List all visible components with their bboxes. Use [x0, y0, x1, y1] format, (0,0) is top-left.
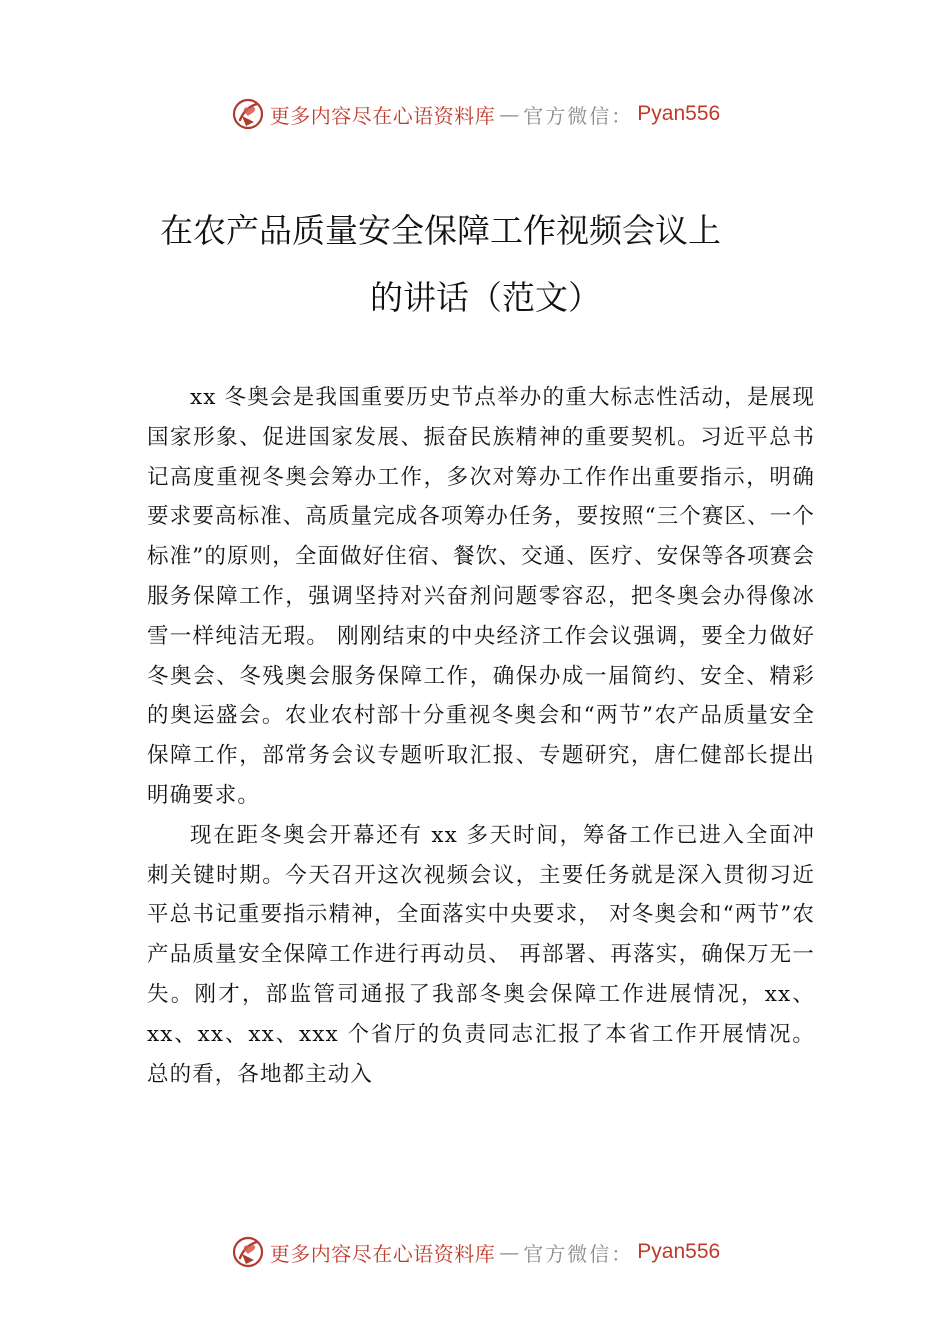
banner-site-text: 更多内容尽在心语资料库	[269, 103, 496, 128]
body-paragraph: xx 冬奥会是我国重要历史节点举办的重大标志性活动，是展现国家形象、促进国家发展、振奋民族精神的重要契机。习近平总书记高度重视冬奥会筹办工作，多次对筹办工作作出重要指示，明确要求要高标准、高质量完成各项筹办任务，要按照“三个赛区、一个标准”的原则，全面做好住宿、餐饮、交通、医疗、安保等各项赛会服务保障工作，强调坚持对兴奋剂问题零容忍，把冬奥会办得像冰雪一样纯洁无瑕。 刚刚结束的中央经济工作会议强调，要全力做好冬奥会、冬残奥会服务保障工作，确保办成一届简约、安全、精彩的奥运盛会。农业农村部十分重视冬奥会和“两节”农产品质量安全保障工作，部常务会议专题听取汇报、专题研究，唐仁健部长提出明确要求。	[147, 385, 815, 808]
banner-wechat-id: Pyan556	[637, 1240, 721, 1263]
banner-separator: —	[499, 102, 520, 126]
banner-site-text: 更多内容尽在心语资料库	[269, 1241, 496, 1266]
header-banner	[0, 94, 950, 134]
banner-content	[230, 1234, 720, 1270]
pen-heart-logo-icon	[230, 96, 266, 132]
document-body	[147, 378, 815, 1094]
pen-heart-logo-icon	[230, 1234, 266, 1270]
banner-wechat-id: Pyan556	[637, 102, 721, 125]
document-title-line-1: 在农产品质量安全保障工作视频会议上	[160, 211, 721, 250]
banner-separator: —	[499, 1240, 520, 1264]
banner-wechat-label: 官方微信：	[523, 103, 634, 128]
document-title-line-2: 的讲话（范文）	[370, 278, 601, 317]
body-paragraph: 现在距冬奥会开幕还有 xx 多天时间，筹备工作已进入全面冲刺关键时期。今天召开这次视频会议，主要任务就是深入贯彻习近平总书记重要指示精神，全面落实中央要求， 对冬奥会和“两节”农产品质量安全保障工作进行再动员、 再部署、再落实，确保万无一失。刚才，部监管司通报了我部冬奥会保障工作进展情况，xx、xx、xx、xx、xxx 个省厅的负责同志汇报了本省工作开展情况。总的看，各地都主动入	[147, 822, 815, 1087]
banner-content	[230, 96, 720, 132]
footer-banner	[0, 1232, 950, 1272]
banner-wechat-label: 官方微信：	[523, 1241, 634, 1266]
